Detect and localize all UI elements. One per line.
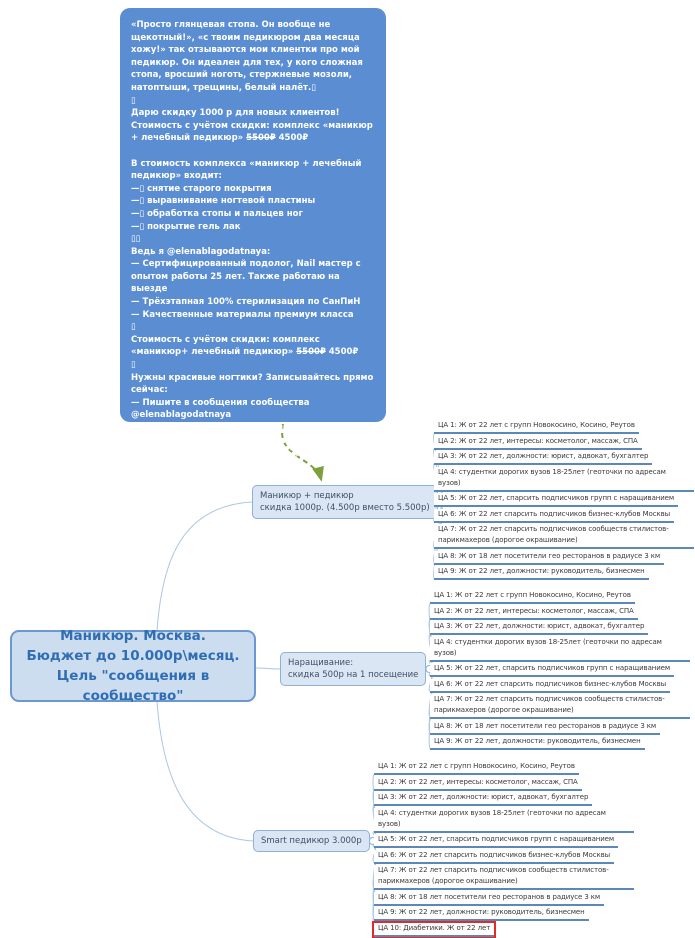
audience-topic[interactable]: ЦА 3: Ж от 22 лет, должности: юрист, адвокат, бухгалтер (374, 792, 592, 806)
audience-topic[interactable]: ЦА 7: Ж от 22 лет спарсить подписчиков сообществ стилистов-парикмахеров (дорогое окрашивание) (374, 865, 634, 890)
audience-topic[interactable]: ЦА 5: Ж от 22 лет, спарсить подписчиков групп с наращиванием (374, 834, 618, 848)
note-line: —▯ покрытие гель лак (131, 221, 241, 232)
audience-topic[interactable]: ЦА 7: Ж от 22 лет спарсить подписчиков сообществ стилистов-парикмахеров (дорогое окрашивание) (430, 694, 690, 719)
branch-topic-line: скидка 500р на 1 посещение (288, 670, 419, 680)
note-line: Нужны красивые ногтики? Записывайтесь прямо сейчас: (131, 372, 377, 396)
note-line: Стоимость с учётом скидки: комплекс «маникюр + лечебный педикюр» 5500₽ 4500₽ (131, 120, 376, 144)
audience-topic[interactable]: ЦА 1: Ж от 22 лет с групп Новокосино, Косино, Реутов (434, 420, 639, 434)
branch-topic-line: Наращивание: (288, 658, 354, 668)
audience-topic[interactable]: ЦА 9: Ж от 22 лет, должности: руководитель, бизнесмен (430, 736, 645, 750)
connector (157, 502, 252, 631)
note-line: Ведь я @elenablagodatnaya: (131, 246, 271, 257)
audience-topic[interactable]: ЦА 2: Ж от 22 лет, интересы: косметолог, массаж, СПА (374, 777, 582, 791)
connector (256, 668, 280, 669)
audience-topic[interactable]: ЦА 1: Ж от 22 лет с групп Новокосино, Косино, Реутов (430, 590, 635, 604)
audience-topic[interactable]: ЦА 8: Ж от 18 лет посетители гео ресторанов в радиусе 3 км (434, 551, 664, 565)
note-line: — Трёхэтапная 100% стерилизация по СанПиН (131, 297, 361, 308)
root-topic-line: Бюджет до 10.000р\месяц. (26, 648, 240, 664)
note-line: ▯ (131, 322, 136, 333)
audience-topic[interactable]: ЦА 7: Ж от 22 лет спарсить подписчиков сообществ стилистов-парикмахеров (дорогое окрашивание) (434, 524, 694, 549)
audience-topic[interactable]: ЦА 5: Ж от 22 лет, спарсить подписчиков групп с наращиванием (430, 663, 674, 677)
audience-topic[interactable]: ЦА 10: Диабетики. Ж от 22 лет (374, 923, 494, 937)
branch-topic-extensions[interactable] (280, 652, 426, 686)
note-topic[interactable] (120, 8, 386, 471)
audience-group-1 (434, 420, 694, 582)
note-line: Стоимость с учётом скидки: комплекс «маникюр+ лечебный педикюр» 5500₽ 4500₽ (131, 334, 359, 358)
audience-topic[interactable]: ЦА 9: Ж от 22 лет, должности: руководитель, бизнесмен (434, 566, 649, 580)
audience-topic[interactable]: ЦА 1: Ж от 22 лет с групп Новокосино, Косино, Реутов (374, 761, 579, 775)
note-line: —▯ снятие старого покрытия (131, 183, 272, 194)
note-line: Дарю скидку 1000 р для новых клиентов! (131, 108, 340, 119)
audience-topic[interactable]: ЦА 8: Ж от 18 лет посетители гео ресторанов в радиусе 3 км (430, 721, 660, 735)
branch-topic-manicure-pedicure[interactable] (252, 485, 438, 519)
note-line (131, 145, 375, 158)
branch-topic-line: Smart педикюр 3.000р (261, 836, 362, 846)
audience-topic[interactable]: ЦА 9: Ж от 22 лет, должности: руководитель, бизнесмен (374, 907, 589, 921)
note-line: — Качественные материалы премиум класса (131, 309, 354, 320)
branch-topic-line: Маникюр + педикюр (260, 491, 354, 501)
audience-topic[interactable]: ЦА 5: Ж от 22 лет, спарсить подписчиков групп с наращиванием (434, 493, 678, 507)
note-line: В стоимость комплекса «маникюр + лечебный педикюр» входит: (131, 158, 365, 182)
root-topic[interactable] (10, 630, 256, 702)
audience-topic[interactable]: ЦА 4: студентки дорогих вузов 18-25лет (геоточки по адресам вузов) (430, 637, 690, 662)
note-line: «Просто глянцевая стопа. Он вообще не щекотный!», «с твоим педикюром два месяца хожу!» так отзываются мои клиентки про мой педикюр. Он идеален для тех, у кого сложная стопа, вросший ноготь, стержневые мозоли, натоптыши, трещины, белый налёт.▯ (131, 20, 366, 93)
note-line: —▯ обработка стопы и пальцев ног (131, 208, 303, 219)
audience-topic[interactable]: ЦА 4: студентки дорогих вузов 18-25лет (геоточки по адресам вузов) (434, 467, 694, 492)
note-line: — Сертифицированный подолог, Nail мастер с опытом работы 25 лет. Также работаю на выезде (131, 259, 364, 295)
note-line: —▯ выравнивание ногтевой пластины (131, 196, 316, 207)
connector (157, 701, 253, 841)
audience-topic[interactable]: ЦА 3: Ж от 22 лет, должности: юрист, адвокат, бухгалтер (434, 451, 652, 465)
audience-group-3 (374, 761, 634, 938)
audience-topic[interactable]: ЦА 6: Ж от 22 лет спарсить подписчиков бизнес-клубов Москвы (430, 679, 670, 693)
note-line: — Пишите в сообщения сообщества @elenablagodatnaya (131, 397, 313, 421)
audience-topic[interactable]: ЦА 4: студентки дорогих вузов 18-25лет (геоточки по адресам вузов) (374, 808, 634, 833)
audience-topic[interactable]: ЦА 8: Ж от 18 лет посетители гео ресторанов в радиусе 3 км (374, 892, 604, 906)
audience-topic[interactable]: ЦА 6: Ж от 22 лет спарсить подписчиков бизнес-клубов Москвы (434, 509, 674, 523)
note-line: ▯ (131, 360, 136, 371)
note-line: — Москва, ул. Новокосинская, 12, метро «Новокосино» (131, 448, 335, 471)
note-line: — Или ставьте + в комментариях под этой публикацией, я с вами свяжусь (131, 423, 344, 446)
note-line: ▯▯ (131, 234, 141, 245)
audience-group-2 (430, 590, 690, 752)
audience-topic[interactable]: ЦА 2: Ж от 22 лет, интересы: косметолог, массаж, СПА (430, 606, 638, 620)
root-topic-line: Цель "сообщения в сообщество" (56, 668, 210, 704)
branch-topic-smart-pedicure[interactable] (253, 830, 370, 852)
audience-topic[interactable]: ЦА 3: Ж от 22 лет, должности: юрист, адвокат, бухгалтер (430, 621, 648, 635)
audience-topic[interactable]: ЦА 6: Ж от 22 лет спарсить подписчиков бизнес-клубов Москвы (374, 850, 614, 864)
note-line: ▯ (131, 95, 136, 106)
audience-topic[interactable]: ЦА 2: Ж от 22 лет, интересы: косметолог, массаж, СПА (434, 436, 642, 450)
root-topic-line: Маникюр. Москва. (60, 628, 206, 644)
branch-topic-line: скидка 1000р. (4.500р вместо 5.500р) (260, 503, 430, 513)
